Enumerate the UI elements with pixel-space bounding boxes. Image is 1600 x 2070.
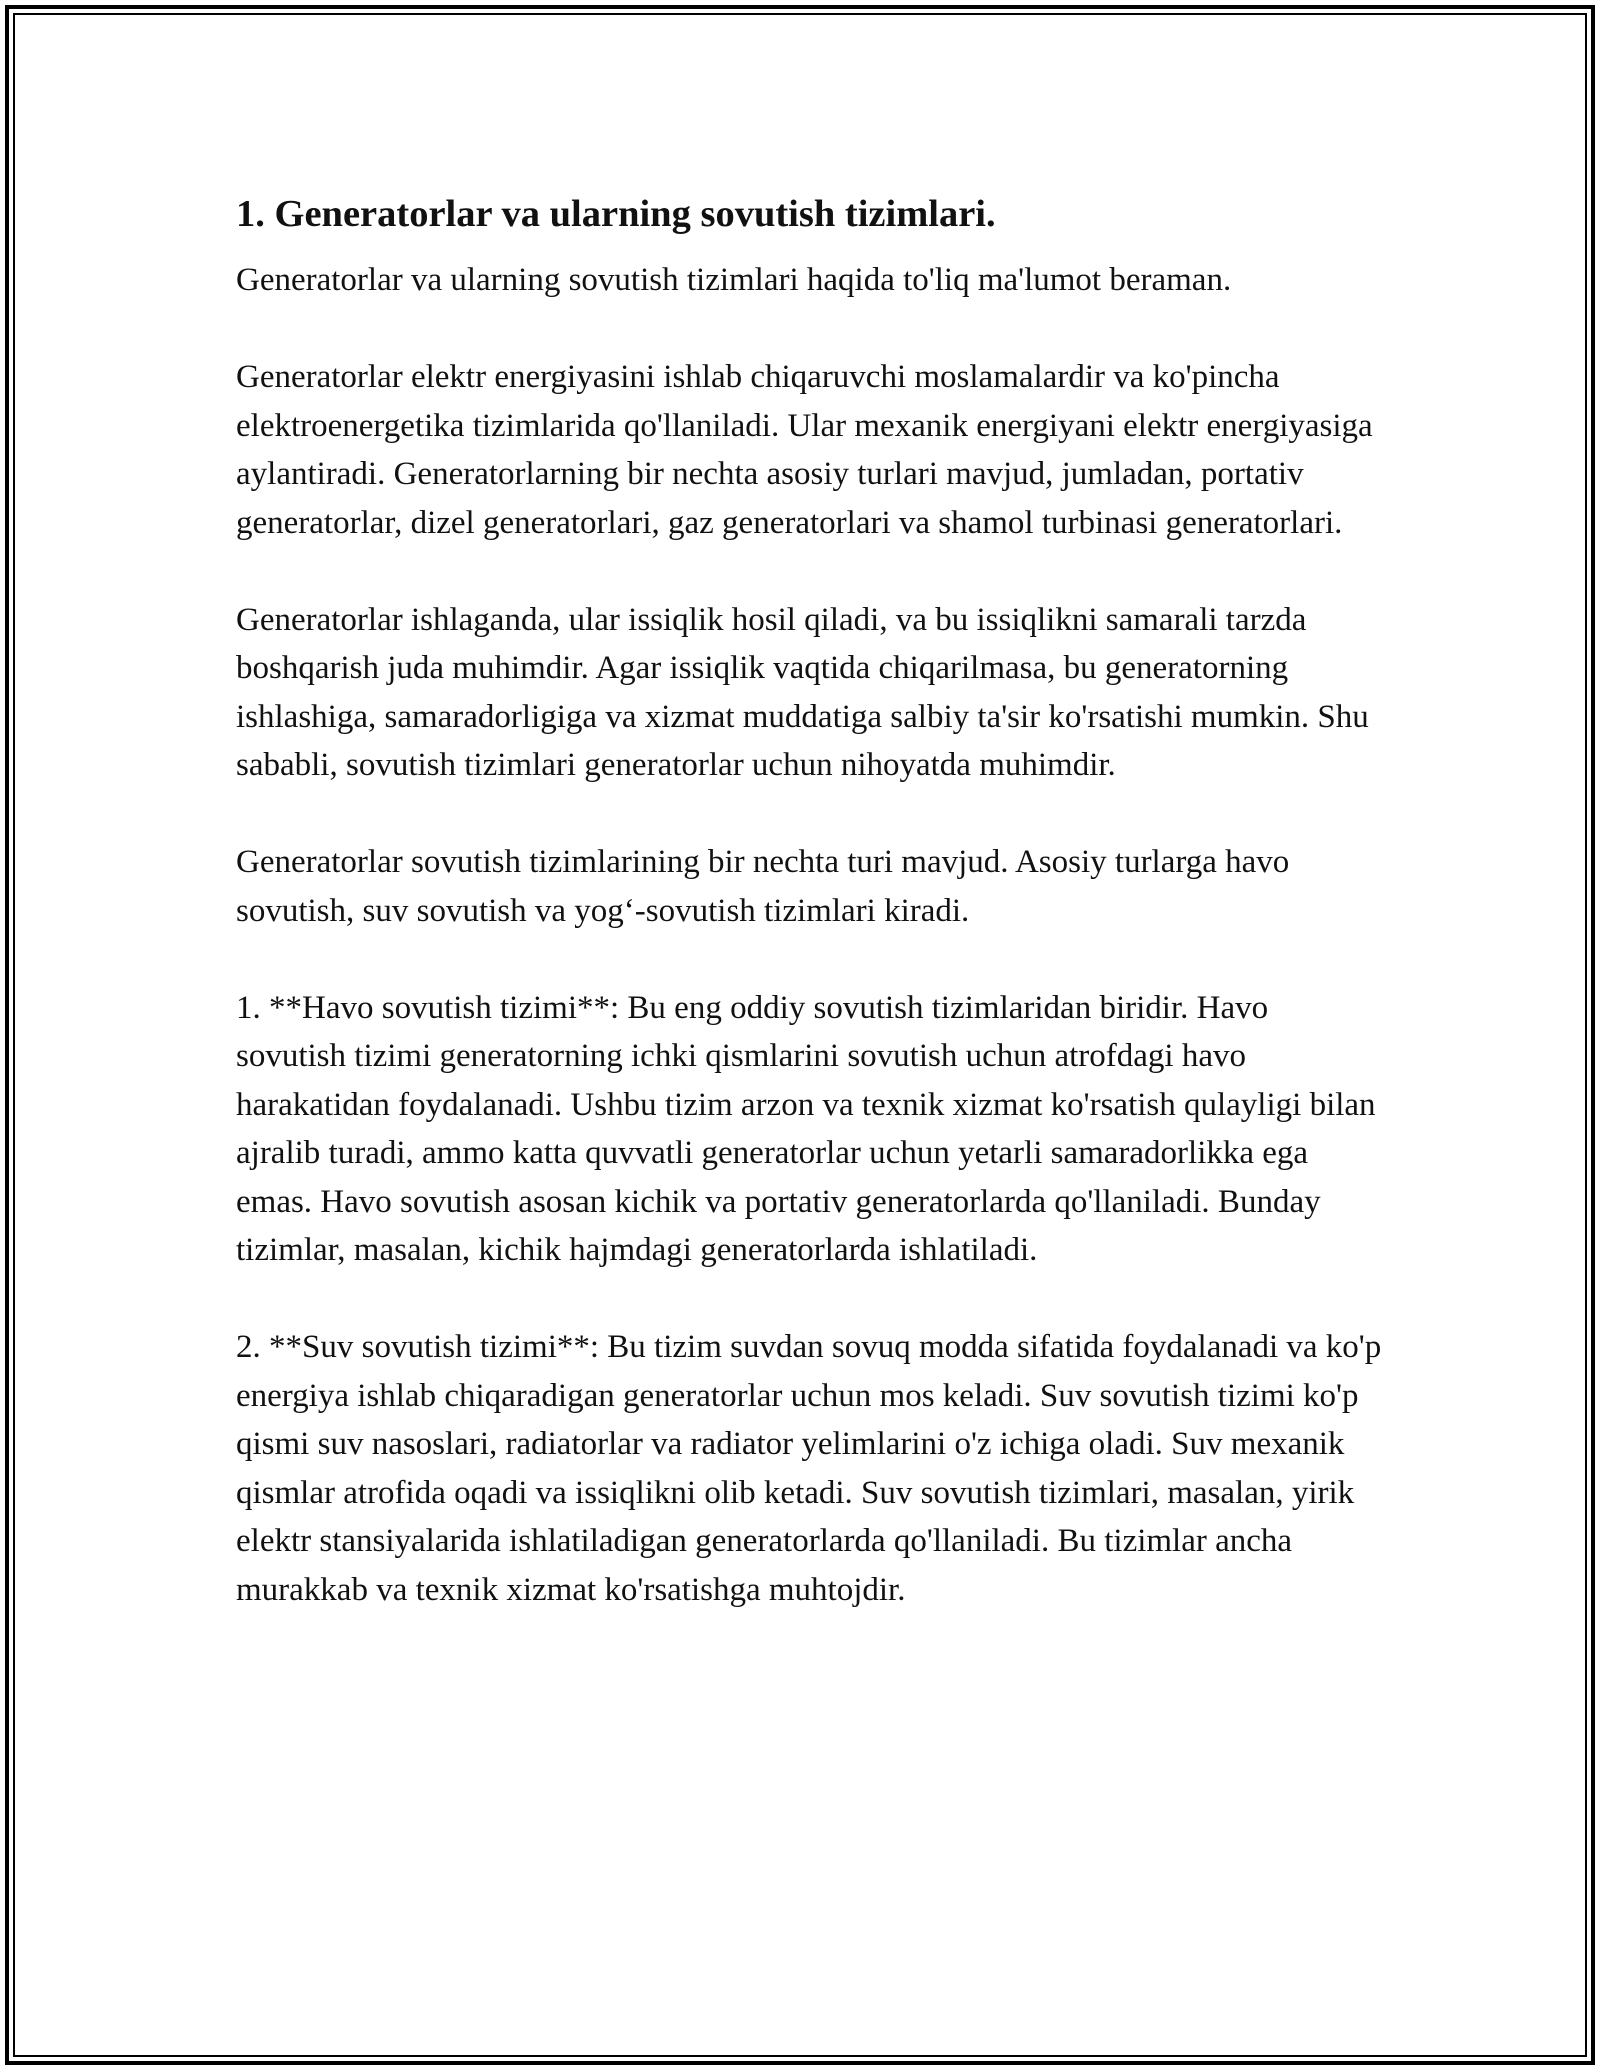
paragraph-water-cooling: 2. **Suv sovutish tizimi**: Bu tizim suvdan sovuq modda sifatida foydalanadi va ko'p energiya ishlab chiqaradigan generatorlar uchun mos keladi. Suv sovutish tizimi ko'p qismi suv nasoslari, radiatorlar va radiator yelimlarini o'z ichiga oladi. Suv mexanik qismlar atrofida oqadi va issiqlikni olib ketadi. Suv sovutish tizimlari, masalan, yirik elektr stansiyalarida ishlatiladigan generatorlarda qo'llaniladi. Bu tizimlar ancha murakkab va texnik xizmat ko'rsatishga muhtojdir. — [236, 1329, 1382, 1608]
paragraph-intro: Generatorlar va ularning sovutish tizimlari haqida to'liq ma'lumot beraman. — [236, 262, 1232, 298]
document-title: 1. Generatorlar va ularning sovutish tizimlari. — [236, 193, 996, 235]
paragraph-generators-overview: Generatorlar elektr energiyasini ishlab chiqaruvchi moslamalardir va ko'pincha elektroenergetika tizimlarida qo'llaniladi. Ular mexanik energiyani elektr energiyasiga aylantiradi. Generatorlarning bir nechta asosiy turlari mavjud, jumladan, portativ generatorlar, dizel generatorlari, gaz generatorlari va shamol turbinasi generatorlari. — [236, 359, 1373, 541]
paragraph-heat-importance: Generatorlar ishlaganda, ular issiqlik hosil qiladi, va bu issiqlikni samarali tarzda boshqarish juda muhimdir. Agar issiqlik vaqtida chiqarilmasa, bu generatorning ishlashiga, samaradorligiga va xizmat muddatiga salbiy ta'sir ko'rsatishi mumkin. Shu sababli, sovutish tizimlari generatorlar uchun nihoyatda muhimdir. — [236, 601, 1369, 783]
paragraph-cooling-types: Generatorlar sovutish tizimlarining bir nechta turi mavjud. Asosiy turlarga havo sovutish, suv sovutish va yog‘-sovutish tizimlari kiradi. — [236, 844, 1290, 929]
document-body — [236, 186, 1386, 1663]
paragraph-air-cooling: 1. **Havo sovutish tizimi**: Bu eng oddiy sovutish tizimlaridan biridir. Havo sovutish tizimi generatorning ichki qismlarini sovutish uchun atrofdagi havo harakatidan foydalanadi. Ushbu tizim arzon va texnik xizmat ko'rsatish qulayligi bilan ajralib turadi, ammo katta quvvatli generatorlar uchun yetarli samaradorlikka ega emas. Havo sovutish asosan kichik va portativ generatorlarda qo'llaniladi. Bunday tizimlar, masalan, kichik hajmdagi generatorlarda ishlatiladi. — [236, 989, 1376, 1268]
